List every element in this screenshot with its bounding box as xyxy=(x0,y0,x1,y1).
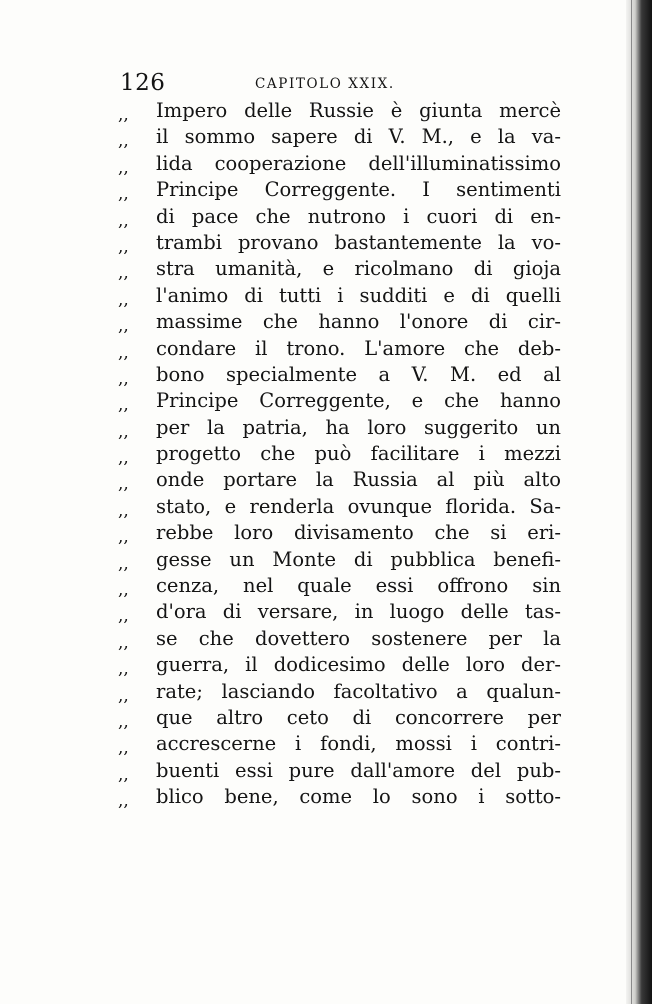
text-line xyxy=(118,151,561,178)
text-line xyxy=(118,98,561,125)
text-line xyxy=(118,679,561,706)
line-text: rate; lasciando facoltativo a qualun- xyxy=(156,679,561,703)
line-text: buenti essi pure dall'amore del pub- xyxy=(156,758,561,782)
quotation-mark: ,, xyxy=(118,580,129,601)
text-line xyxy=(118,415,561,442)
quotation-mark: ,, xyxy=(118,500,129,521)
line-text: Impero delle Russie è giunta mercè xyxy=(156,99,561,122)
text-line xyxy=(118,731,561,759)
line-text: di pace che nutrono i cuori di en- xyxy=(156,204,561,228)
line-text: per la patria, ha loro suggerito un xyxy=(156,415,561,439)
text-line xyxy=(118,336,561,363)
text-line xyxy=(118,705,561,732)
line-text: accrescerne i fondi, mossi i contri- xyxy=(156,732,561,756)
quotation-mark: ,, xyxy=(118,764,129,785)
quotation-mark: ,, xyxy=(118,738,129,759)
quotation-mark: ,, xyxy=(118,685,129,706)
line-text: cenza, nel quale essi offrono sin xyxy=(156,574,561,598)
line-text: bono specialmente a V. M. ed al xyxy=(156,362,561,386)
line-text: il sommo sapere di V. M., e la va- xyxy=(156,125,561,149)
page-edge-line xyxy=(631,0,632,1004)
text-line xyxy=(118,388,561,416)
text-line xyxy=(118,362,561,389)
text-line xyxy=(118,467,561,495)
line-text: stra umanità, e ricolmano di gioja xyxy=(156,257,561,281)
quotation-mark: ,, xyxy=(118,236,129,257)
line-text: lida cooperazione dell'illuminatissimo xyxy=(156,151,561,175)
line-text: rebbe loro divisamento che si eri- xyxy=(156,521,561,545)
line-text: progetto che può facilitare i mezzi xyxy=(156,442,561,466)
quotation-mark: ,, xyxy=(118,342,129,363)
quotation-mark: ,, xyxy=(118,606,129,627)
quotation-mark: ,, xyxy=(118,791,129,812)
line-text: condare il trono. L'amore che deb- xyxy=(156,336,561,360)
quotation-mark: ,, xyxy=(118,316,129,337)
body-text xyxy=(118,98,561,812)
quotation-mark: ,, xyxy=(118,289,129,310)
quotation-mark: ,, xyxy=(118,632,129,653)
quotation-mark: ,, xyxy=(118,131,129,152)
page-header xyxy=(120,68,540,98)
text-line xyxy=(118,599,561,627)
line-text: d'ora di versare, in luogo delle tas- xyxy=(156,600,561,624)
quotation-mark: ,, xyxy=(118,184,129,205)
text-line xyxy=(118,283,561,310)
page-edge-shadow xyxy=(626,0,652,1004)
quotation-mark: ,, xyxy=(118,157,129,178)
quotation-mark: ,, xyxy=(118,448,129,469)
quotation-mark: ,, xyxy=(118,263,129,284)
line-text: Principe Correggente. I sentimenti xyxy=(156,178,561,202)
quotation-mark: ,, xyxy=(118,421,129,442)
text-line xyxy=(118,230,561,257)
quotation-mark: ,, xyxy=(118,711,129,732)
line-text: Principe Correggente, e che hanno xyxy=(156,389,561,413)
quotation-mark: ,, xyxy=(118,659,129,680)
text-line xyxy=(118,494,561,521)
line-text: se che dovettero sostenere per la xyxy=(156,626,561,650)
text-line xyxy=(118,520,561,548)
text-line xyxy=(118,256,561,284)
line-text: que altro ceto di concorrere per xyxy=(156,705,561,729)
quotation-mark: ,, xyxy=(118,527,129,548)
text-line xyxy=(118,784,561,812)
quotation-mark: ,, xyxy=(118,210,129,231)
text-line xyxy=(118,309,561,337)
line-text: blico bene, come lo sono i sotto- xyxy=(156,785,561,809)
page-number: 126 xyxy=(120,70,166,96)
line-text: trambi provano bastantemente la vo- xyxy=(156,230,561,254)
text-line xyxy=(118,204,561,231)
quotation-mark: ,, xyxy=(118,105,129,125)
quotation-mark: ,, xyxy=(118,368,129,389)
text-line xyxy=(118,652,561,680)
line-text: onde portare la Russia al più alto xyxy=(156,468,561,492)
quotation-mark: ,, xyxy=(118,395,129,416)
line-text: l'animo di tutti i sudditi e di quelli xyxy=(156,283,561,307)
line-text: guerra, il dodicesimo delle loro der- xyxy=(156,653,561,677)
line-text: stato, e renderla ovunque florida. Sa- xyxy=(156,494,561,518)
text-line xyxy=(118,626,561,653)
quotation-mark: ,, xyxy=(118,553,129,574)
line-text: massime che hanno l'onore di cir- xyxy=(156,310,561,334)
text-line xyxy=(118,177,561,205)
text-line xyxy=(118,441,561,469)
quotation-mark: ,, xyxy=(118,474,129,495)
text-line xyxy=(118,124,561,152)
text-line xyxy=(118,573,561,601)
text-line xyxy=(118,547,561,574)
running-head: CAPITOLO XXIX. xyxy=(255,76,395,92)
line-text: gesse un Monte di pubblica benefi- xyxy=(156,547,561,571)
text-line xyxy=(118,758,561,785)
